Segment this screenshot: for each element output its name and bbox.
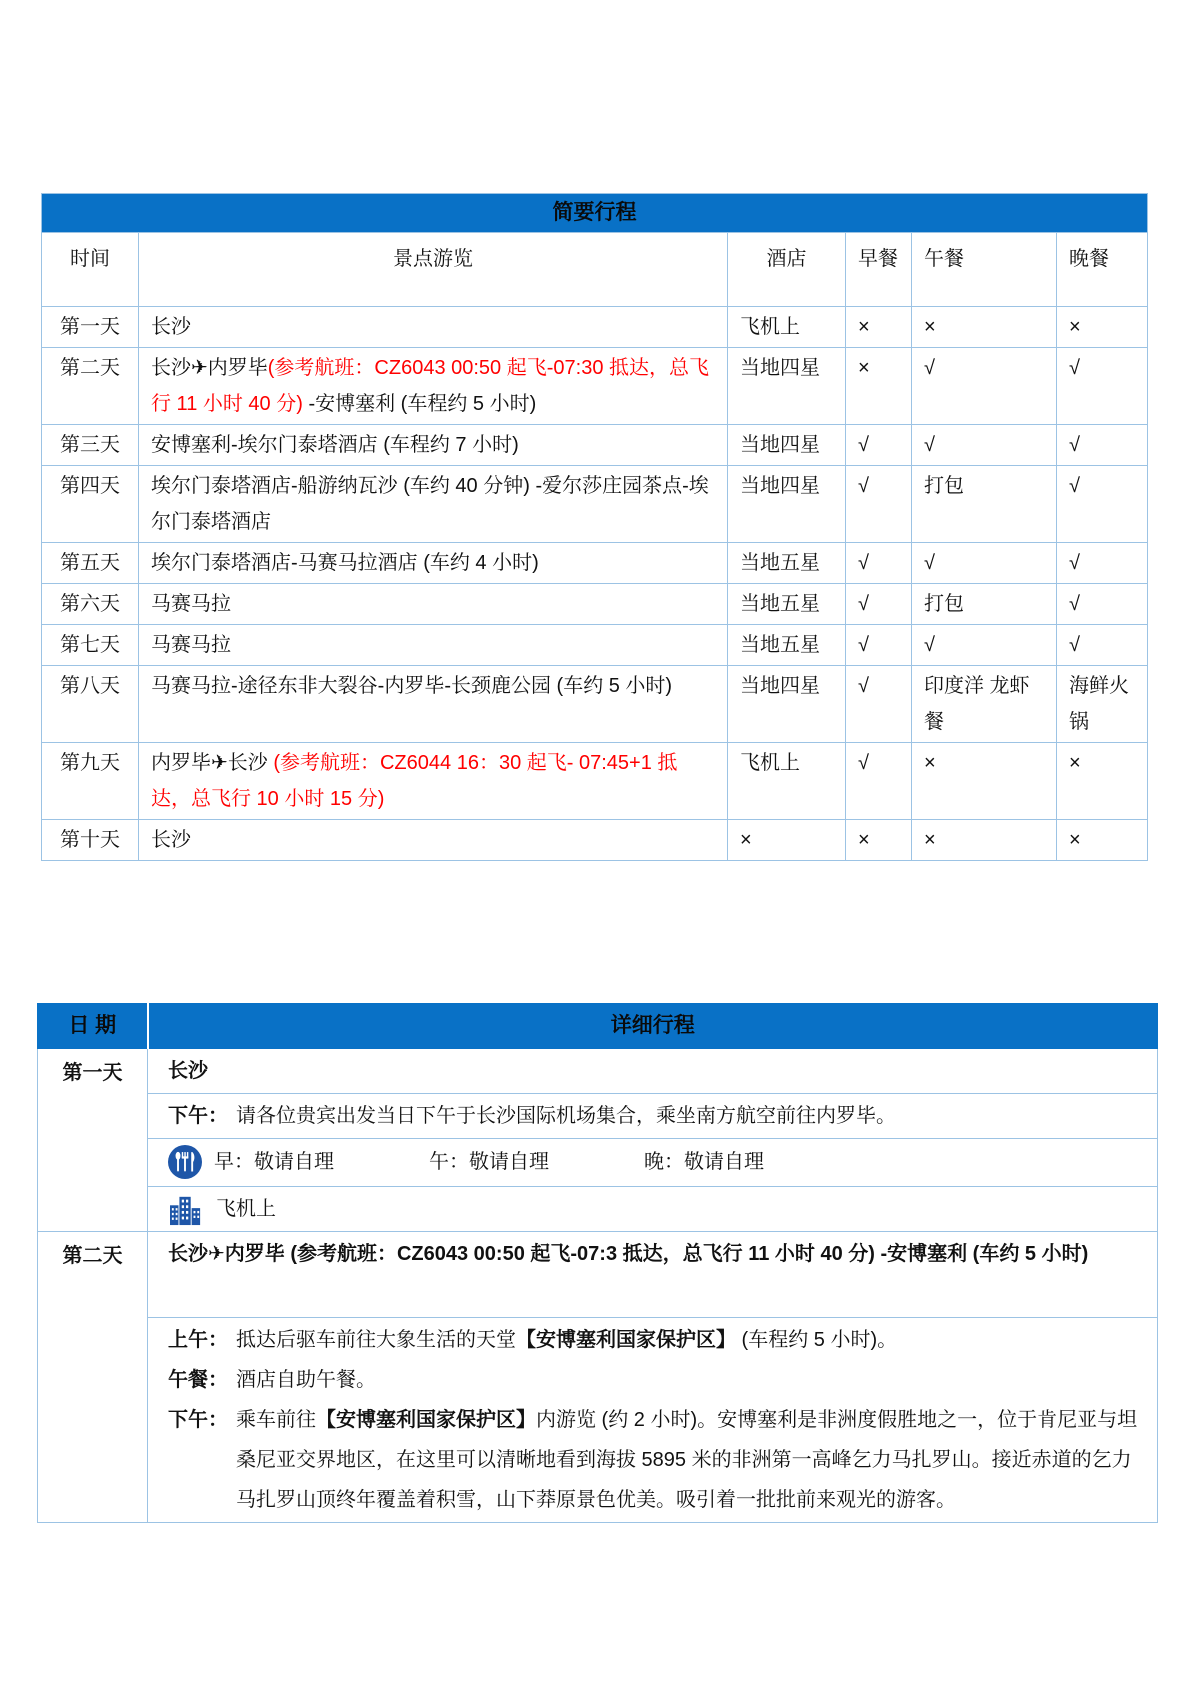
column-header-dinner: 晚餐 xyxy=(1057,233,1148,307)
flight-info-red: (参考航班：CZ6043 00:50 起飞-07:30 抵达，总飞行 11 小时 40 分) xyxy=(151,357,710,415)
lunch-cell: √ xyxy=(912,348,1057,425)
dinner-cell: 海鲜火锅 xyxy=(1057,666,1148,743)
detail-day1-afternoon-row xyxy=(38,1094,1158,1139)
dinner-cell: √ xyxy=(1057,466,1148,543)
sightseeing-cell: 长沙 xyxy=(139,307,728,348)
dinner-cell: √ xyxy=(1057,348,1148,425)
hotel-cell: 当地五星 xyxy=(728,625,846,666)
brief-row-day8 xyxy=(42,666,1148,743)
breakfast-cell: √ xyxy=(846,625,912,666)
day-cell: 第五天 xyxy=(42,543,139,584)
detail-header-row xyxy=(38,1004,1158,1049)
brief-row-day7 xyxy=(42,625,1148,666)
brief-row-day3 xyxy=(42,425,1148,466)
hotel-cell: 飞机上 xyxy=(728,307,846,348)
hotel-cell: 当地四星 xyxy=(728,666,846,743)
day2-lunch: 午餐： 酒店自助午餐。 xyxy=(168,1360,1147,1400)
day1-breakfast: 早：敬请自理 xyxy=(214,1150,334,1173)
dinner-cell: × xyxy=(1057,307,1148,348)
hotel-cell: 当地五星 xyxy=(728,584,846,625)
day-cell: 第三天 xyxy=(42,425,139,466)
sightseeing-cell: 埃尔门泰塔酒店-马赛马拉酒店 (车约 4 小时) xyxy=(139,543,728,584)
detail-day1-meals-row xyxy=(38,1139,1158,1187)
day-cell: 第四天 xyxy=(42,466,139,543)
lunch-cell: × xyxy=(912,820,1057,861)
hotel-cell: 当地四星 xyxy=(728,425,846,466)
brief-title-row xyxy=(42,194,1148,233)
day-cell: 第十天 xyxy=(42,820,139,861)
day1-hotel-text: 飞机上 xyxy=(216,1198,276,1220)
breakfast-cell: × xyxy=(846,348,912,425)
lunch-cell: 印度洋 龙虾餐 xyxy=(912,666,1057,743)
day-cell: 第九天 xyxy=(42,743,139,820)
column-header-breakfast: 早餐 xyxy=(846,233,912,307)
sightseeing-cell: 马赛马拉 xyxy=(139,625,728,666)
brief-row-day6 xyxy=(42,584,1148,625)
day1-meals xyxy=(148,1139,1158,1187)
detail-day1-title-row xyxy=(38,1049,1158,1094)
brief-row-day9 xyxy=(42,743,1148,820)
brief-itinerary-table xyxy=(41,193,1148,861)
day1-lunch: 午：敬请自理 xyxy=(429,1150,549,1173)
day1-title: 长沙 xyxy=(148,1049,1158,1094)
dinner-cell: × xyxy=(1057,743,1148,820)
hotel-cell: 飞机上 xyxy=(728,743,846,820)
day1-label: 第一天 xyxy=(38,1049,148,1232)
breakfast-cell: √ xyxy=(846,466,912,543)
dinner-cell: √ xyxy=(1057,584,1148,625)
day2-title: 长沙✈内罗毕 (参考航班：CZ6043 00:50 起飞-07:3 抵达，总飞行 11 小时 40 分) -安博塞利 (车约 5 小时) xyxy=(148,1232,1158,1318)
hotel-cell: 当地四星 xyxy=(728,466,846,543)
hotel-cell: × xyxy=(728,820,846,861)
detail-day2-title-row xyxy=(38,1232,1158,1318)
breakfast-cell: √ xyxy=(846,543,912,584)
dinner-cell: √ xyxy=(1057,625,1148,666)
breakfast-cell: √ xyxy=(846,425,912,466)
brief-row-day2 xyxy=(42,348,1148,425)
lunch-cell: 打包 xyxy=(912,584,1057,625)
hotel-cell: 当地四星 xyxy=(728,348,846,425)
brief-row-day4 xyxy=(42,466,1148,543)
sightseeing-cell: 埃尔门泰塔酒店-船游纳瓦沙 (车约 40 分钟) -爱尔莎庄园茶点-埃尔门泰塔酒店 xyxy=(139,466,728,543)
dinner-cell: √ xyxy=(1057,543,1148,584)
sightseeing-cell: 安博塞利-埃尔门泰塔酒店 (车程约 7 小时) xyxy=(139,425,728,466)
meals-icon xyxy=(168,1145,202,1179)
sightseeing-cell: 马赛马拉-途径东非大裂谷-内罗毕-长颈鹿公园 (车约 5 小时) xyxy=(139,666,728,743)
column-header-lunch: 午餐 xyxy=(912,233,1057,307)
sightseeing-cell: 长沙✈内罗毕(参考航班：CZ6043 00:50 起飞-07:30 抵达，总飞行 11 小时 40 分) -安博塞利 (车程约 5 小时) xyxy=(139,348,728,425)
breakfast-cell: √ xyxy=(846,584,912,625)
column-header-sightseeing: 景点游览 xyxy=(139,233,728,307)
lunch-cell: 打包 xyxy=(912,466,1057,543)
detail-table-title: 详细行程 xyxy=(148,1004,1158,1049)
day-cell: 第一天 xyxy=(42,307,139,348)
lunch-cell: × xyxy=(912,307,1057,348)
brief-row-day10 xyxy=(42,820,1148,861)
breakfast-cell: × xyxy=(846,307,912,348)
brief-column-header-row xyxy=(42,233,1148,307)
breakfast-cell: √ xyxy=(846,743,912,820)
day2-content xyxy=(148,1318,1158,1523)
detail-day1-hotel-row xyxy=(38,1187,1158,1232)
detail-date-header: 日 期 xyxy=(38,1004,148,1049)
day-cell: 第二天 xyxy=(42,348,139,425)
afternoon-label: 下午： xyxy=(168,1105,228,1127)
lunch-label: 午餐： xyxy=(168,1369,228,1391)
day1-hotel xyxy=(148,1187,1158,1232)
dinner-cell: × xyxy=(1057,820,1148,861)
brief-row-day5 xyxy=(42,543,1148,584)
sightseeing-cell: 马赛马拉 xyxy=(139,584,728,625)
column-header-hotel: 酒店 xyxy=(728,233,846,307)
highlighted-place: 【安博塞利国家保护区】 xyxy=(516,1329,736,1351)
day2-morning: 上午： 抵达后驱车前往大象生活的天堂【安博塞利国家保护区】 (车程约 5 小时)。 xyxy=(168,1320,1147,1360)
breakfast-cell: √ xyxy=(846,666,912,743)
afternoon-label: 下午： xyxy=(168,1409,228,1431)
brief-table-title: 简要行程 xyxy=(42,194,1148,233)
detail-day2-content-row xyxy=(38,1318,1158,1523)
hotel-cell: 当地五星 xyxy=(728,543,846,584)
lunch-cell: × xyxy=(912,743,1057,820)
breakfast-cell: × xyxy=(846,820,912,861)
day1-afternoon: 下午： 请各位贵宾出发当日下午于长沙国际机场集合，乘坐南方航空前往内罗毕。 xyxy=(148,1094,1158,1139)
brief-row-day1 xyxy=(42,307,1148,348)
hotel-icon xyxy=(168,1194,204,1226)
day1-dinner: 晚：敬请自理 xyxy=(644,1150,764,1173)
dinner-cell: √ xyxy=(1057,425,1148,466)
flight-info-red: (参考航班：CZ6044 16：30 起飞- 07:45+1 抵达，总飞行 10 小时 15 分) xyxy=(151,752,678,810)
day2-afternoon: 下午： 乘车前往【安博塞利国家保护区】内游览 (约 2 小时)。安博塞利是非洲度假胜地之一，位于肯尼亚与坦桑尼亚交界地区，在这里可以清晰地看到海拔 5895 米的非洲第一高峰乞力马扎罗山。接近赤道的乞力马扎罗山顶终年覆盖着积雪，山下莽原景色优美。吸引着一批批前来观光的游客。 xyxy=(168,1400,1147,1520)
day-cell: 第八天 xyxy=(42,666,139,743)
column-header-time: 时间 xyxy=(42,233,139,307)
lunch-cell: √ xyxy=(912,625,1057,666)
sightseeing-cell: 长沙 xyxy=(139,820,728,861)
morning-label: 上午： xyxy=(168,1329,228,1351)
highlighted-place: 【安博塞利国家保护区】 xyxy=(316,1409,536,1431)
day-cell: 第七天 xyxy=(42,625,139,666)
lunch-cell: √ xyxy=(912,543,1057,584)
sightseeing-cell: 内罗毕✈长沙 (参考航班：CZ6044 16：30 起飞- 07:45+1 抵达，总飞行 10 小时 15 分) xyxy=(139,743,728,820)
day2-label: 第二天 xyxy=(38,1232,148,1523)
detail-itinerary-table xyxy=(37,1003,1158,1523)
day-cell: 第六天 xyxy=(42,584,139,625)
lunch-cell: √ xyxy=(912,425,1057,466)
